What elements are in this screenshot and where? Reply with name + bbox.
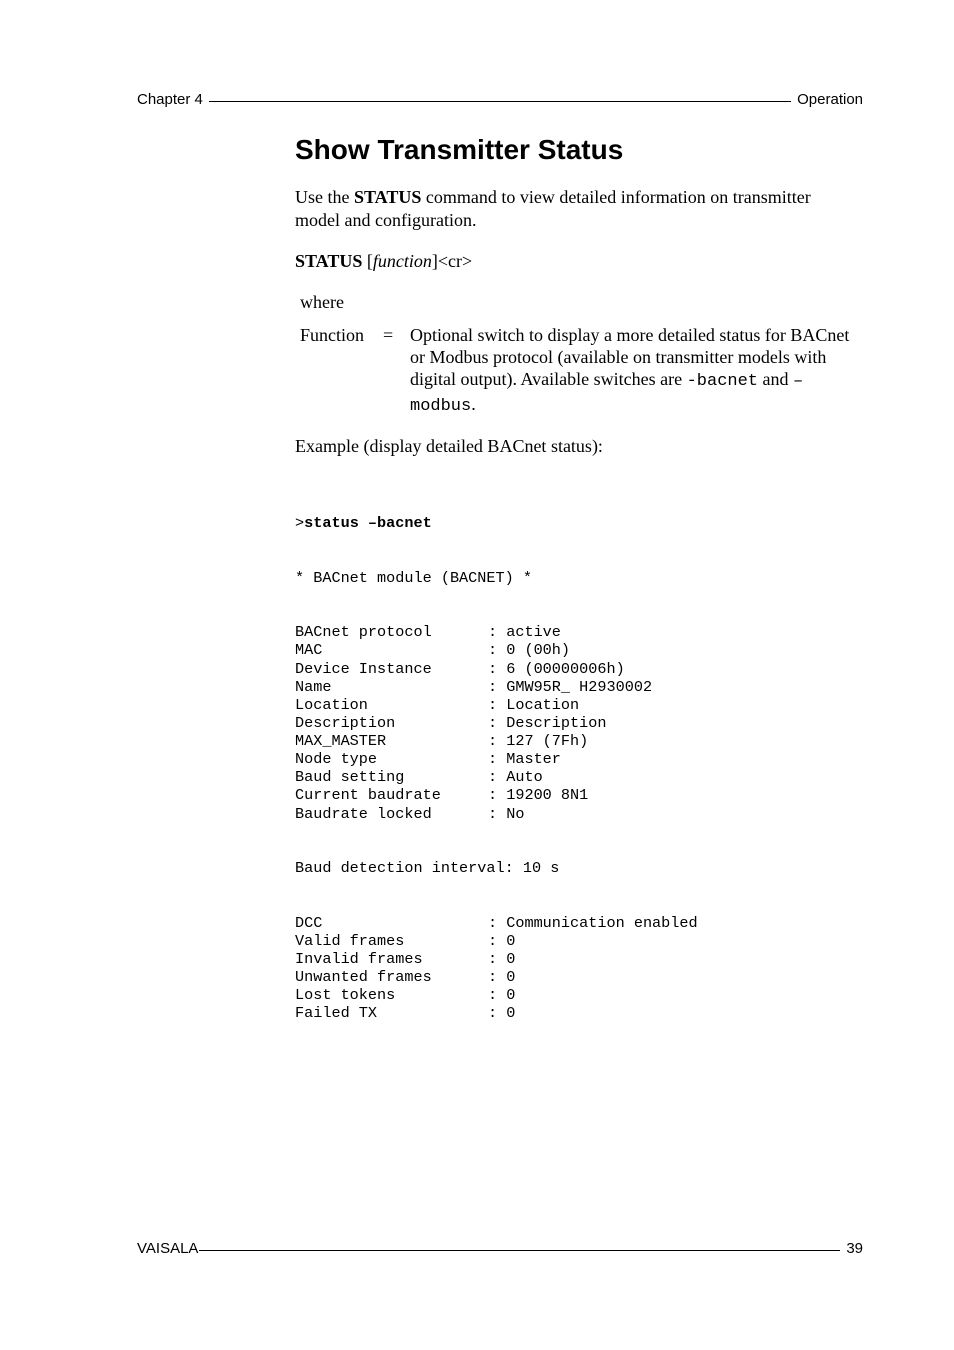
code-row-key: Device Instance [295, 659, 432, 678]
code-row-value: : Description [488, 713, 607, 732]
page-number: 39 [846, 1240, 863, 1257]
code-row-key: Name [295, 677, 332, 696]
code-row [295, 678, 698, 696]
code-row-value: : 0 [488, 1004, 516, 1023]
syntax-param: function [372, 251, 432, 271]
code-row [295, 696, 698, 714]
code-row-key: Node type [295, 750, 378, 769]
code-row-value: : Auto [488, 768, 543, 787]
code-row [295, 623, 698, 641]
code-row [295, 786, 698, 804]
code-row [295, 714, 698, 732]
code-command-line [295, 514, 698, 532]
code-row-value: : No [488, 804, 525, 823]
code-row [295, 768, 698, 786]
intro-command: STATUS [353, 187, 422, 207]
switch-modbus: –modbus [410, 372, 804, 416]
page-footer [137, 1240, 863, 1257]
code-row-key: MAC [295, 641, 323, 660]
code-row [295, 750, 698, 768]
code-row-value: : Master [488, 750, 561, 769]
code-row-value: : 0 (00h) [488, 641, 571, 660]
syntax-command: STATUS [295, 251, 363, 271]
definition-text: Optional switch to display a more detailed status for BACnet or Modbus protocol (available on transmitter models with digital output). Available switches are [410, 325, 850, 389]
code-row-key: MAX_MASTER [295, 732, 387, 751]
code-row [295, 986, 698, 1004]
syntax-open: [ [362, 251, 373, 271]
code-row-value: : 0 [488, 986, 516, 1005]
code-row [295, 1004, 698, 1022]
code-row [295, 914, 698, 932]
code-row-value: : 0 [488, 949, 516, 968]
code-row [295, 732, 698, 750]
where-label: where [300, 292, 344, 312]
definition-description [410, 324, 850, 418]
code-row-value: : 6 (00000006h) [488, 659, 625, 678]
code-row [295, 950, 698, 968]
intro-paragraph [295, 186, 860, 232]
page-title: Show Transmitter Status [295, 134, 624, 165]
code-row-value: : 0 [488, 931, 516, 950]
code-row-value: : 19200 8N1 [488, 786, 589, 805]
page-header [137, 91, 863, 108]
code-row-key: DCC [295, 913, 323, 932]
code-example [295, 478, 698, 1041]
code-row-value: : 127 (7Fh) [488, 732, 589, 751]
code-row-value: : Location [488, 695, 580, 714]
code-row-key: Unwanted frames [295, 967, 432, 986]
code-row-value: : Communication enabled [488, 913, 698, 932]
example-label: Example (display detailed BACnet status): [295, 436, 603, 456]
code-row-key: Valid frames [295, 931, 405, 950]
code-row-key: Failed TX [295, 1004, 378, 1023]
code-heading: * BACnet module (BACNET) * [295, 568, 532, 587]
code-row-key: Location [295, 695, 368, 714]
code-row-key: Description [295, 713, 396, 732]
command-syntax [295, 251, 472, 272]
header-rule [209, 101, 791, 102]
code-row-key: BACnet protocol [295, 623, 432, 642]
chapter-label: Chapter 4 [137, 91, 203, 108]
code-row-key: Current baudrate [295, 786, 441, 805]
code-row-key: Baud setting [295, 768, 405, 787]
code-row-value: : active [488, 623, 561, 642]
code-row [295, 968, 698, 986]
code-row [295, 805, 698, 823]
code-prompt: > [295, 514, 305, 533]
section-label: Operation [797, 91, 863, 108]
definition-term: Function [300, 325, 365, 345]
code-row-value: : GMW95R_ H2930002 [488, 677, 653, 696]
code-row [295, 641, 698, 659]
code-interval-line: Baud detection interval: 10 s [295, 859, 560, 878]
intro-pre: Use the [295, 187, 354, 207]
code-command: status –bacnet [304, 514, 432, 533]
code-row-key: Invalid frames [295, 949, 423, 968]
definition-equals: = [383, 325, 394, 345]
footer-brand: VAISALA [137, 1240, 199, 1257]
definition-and: and [758, 369, 794, 389]
code-row [295, 932, 698, 950]
intro-post: command to view detailed information on transmitter model and configuration. [295, 187, 811, 230]
code-row-value: : 0 [488, 967, 516, 986]
code-row-key: Baudrate locked [295, 804, 432, 823]
code-row-key: Lost tokens [295, 986, 396, 1005]
syntax-close: ]<cr> [431, 251, 473, 271]
definition-end: . [471, 394, 476, 414]
switch-bacnet: -bacnet [686, 372, 759, 391]
footer-rule [199, 1250, 840, 1251]
code-row [295, 660, 698, 678]
